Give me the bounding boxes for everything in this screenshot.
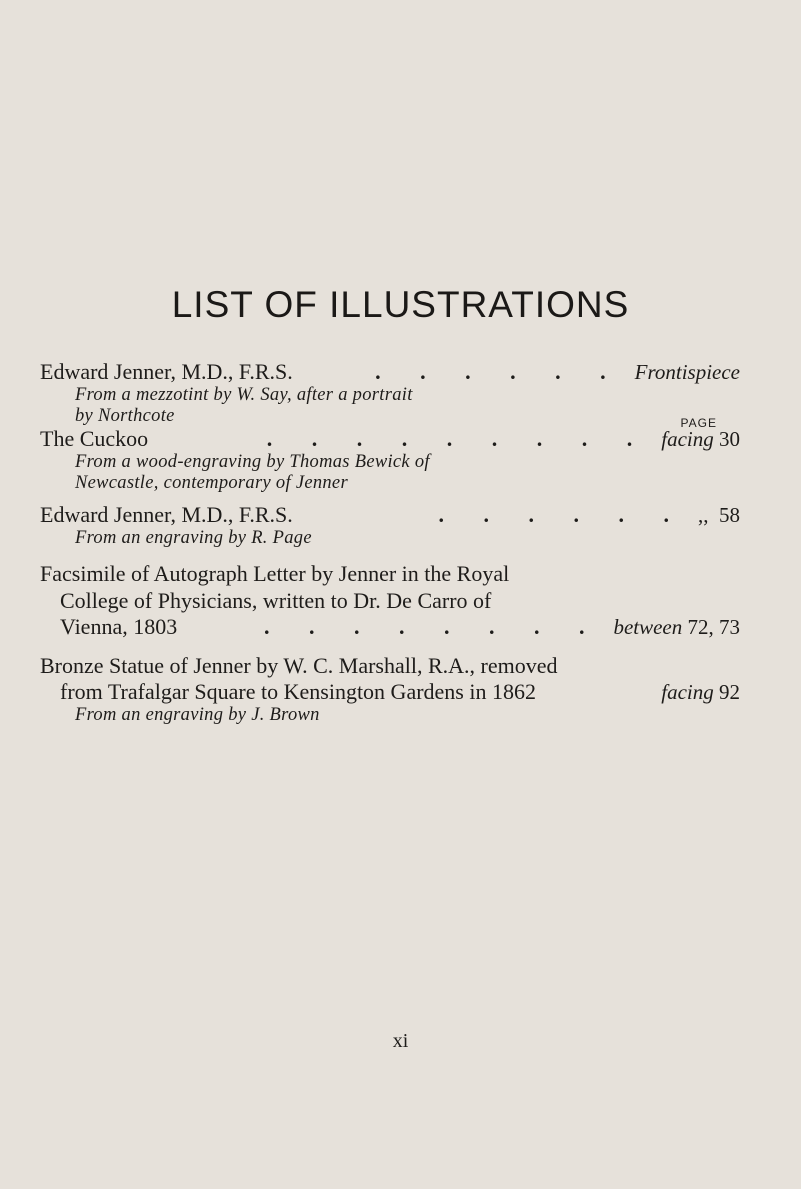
illustration-entry bbox=[40, 502, 740, 549]
page-title: LIST OF ILLUSTRATIONS bbox=[171, 284, 630, 325]
reference-number: 58 bbox=[719, 503, 740, 527]
entry-title: The Cuckoo bbox=[40, 426, 149, 451]
entry-line bbox=[40, 502, 740, 528]
entry-caption: From a wood-engraving by Thomas Bewick of bbox=[75, 452, 430, 472]
entry-title: Edward Jenner, M.D., F.R.S. bbox=[40, 359, 293, 384]
entry-title-line: Facsimile of Autograph Letter by Jenner in the Royal bbox=[40, 561, 510, 586]
entry-caption: From an engraving by R. Page bbox=[75, 528, 312, 548]
reference-number: 30 bbox=[719, 427, 740, 451]
entry-title: Edward Jenner, M.D., F.R.S. bbox=[40, 502, 293, 527]
entry-title: from Trafalgar Square to Kensington Gardens in 1862 bbox=[60, 679, 536, 704]
entry-caption: From a mezzotint by W. Say, after a portrait bbox=[75, 385, 413, 405]
page-reference bbox=[661, 427, 740, 452]
page-column-label: PAGE bbox=[680, 416, 717, 430]
illustration-entry bbox=[40, 652, 740, 726]
page-number: xi bbox=[392, 1030, 409, 1052]
entry-caption: by Northcote bbox=[75, 406, 175, 426]
page-reference bbox=[635, 360, 740, 385]
leader-dots: . . . . . . bbox=[438, 502, 686, 527]
entry-line bbox=[40, 359, 740, 385]
reference-word: facing bbox=[661, 427, 714, 451]
page-reference bbox=[661, 680, 740, 705]
leader-dots: . . . . . . . . bbox=[263, 614, 602, 639]
reference-number: 92 bbox=[719, 680, 740, 704]
ditto-mark: ,, bbox=[698, 503, 709, 527]
entry-line bbox=[40, 679, 740, 705]
entry-title-line: Bronze Statue of Jenner by W. C. Marshall, R.A., removed bbox=[40, 653, 558, 678]
illustration-entry bbox=[40, 560, 740, 640]
entry-line bbox=[40, 426, 740, 452]
leader-dots: . . . . . . bbox=[375, 359, 623, 384]
entry-caption: From an engraving by J. Brown bbox=[75, 705, 320, 725]
illustration-entry bbox=[40, 359, 740, 427]
entry-line bbox=[40, 614, 740, 640]
reference-word: between bbox=[613, 615, 683, 639]
leader-dots: . . . . . . . . . bbox=[266, 426, 650, 451]
page-reference bbox=[613, 615, 740, 640]
illustration-entry bbox=[40, 426, 740, 494]
entry-caption: Newcastle, contemporary of Jenner bbox=[75, 473, 348, 493]
reference-number: 72, 73 bbox=[687, 615, 740, 639]
entry-title-line: College of Physicians, written to Dr. De Carro of bbox=[60, 588, 492, 613]
entry-title: Vienna, 1803 bbox=[60, 614, 178, 639]
page-reference bbox=[698, 503, 740, 528]
reference-word: facing bbox=[661, 680, 714, 704]
reference-word: Frontispiece bbox=[634, 360, 740, 384]
